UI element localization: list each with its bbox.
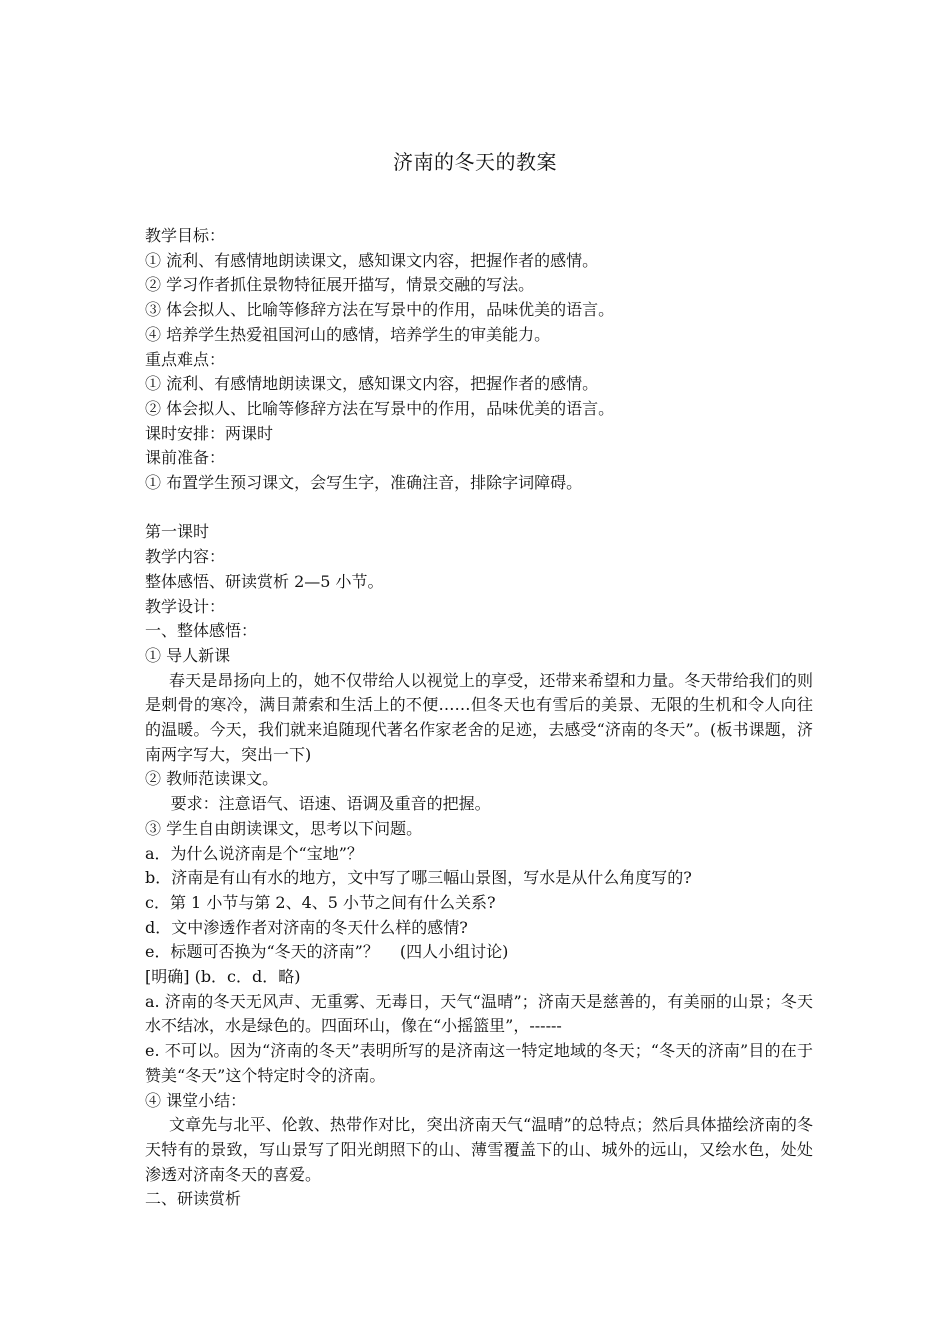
objective-item: ② 学习作者抓住景物特征展开描写，情景交融的写法。 — [145, 275, 535, 295]
heading-first-lesson: 第一课时 — [145, 522, 210, 542]
heading-teaching-content: 教学内容： — [145, 547, 226, 567]
key-point-item: ② 体会拟人、比喻等修辞方法在写景中的作用，品味优美的语言。 — [145, 398, 615, 418]
question-item: b．济南是有山有水的地方，文中写了哪三幅山景图，写水是从什么角度写的? — [145, 868, 692, 888]
reading-requirement: 要求：注意语气、语速、语调及重音的把握。 — [170, 794, 491, 814]
question-item: c．第 1 小节与第 2、4、5 小节之间有什么关系? — [145, 892, 496, 912]
class-hours: 课时安排：两课时 — [145, 423, 274, 443]
summary-paragraph: 文章先与北平、伦敦、热带作对比，突出济南天气“温晴”的总特点；然后具体描绘济南的冬天特有的景致，写山景写了阳光朗照下的山、薄雪覆盖下的山、城外的远山，又绘水色，处处渗透对济南冬天的喜爱。 — [145, 1115, 813, 1184]
section-heading-analysis: 二、研读赏析 — [145, 1189, 242, 1209]
key-point-item: ① 流利、有感情地朗读课文，感知课文内容，把握作者的感情。 — [145, 374, 599, 394]
blank-line — [145, 496, 813, 521]
section-heading-overall: 一、整体感悟： — [145, 621, 258, 641]
heading-objectives: 教学目标： — [145, 226, 226, 245]
answer-a: a. 济南的冬天无风声、无重雾、无毒日，天气“温晴”；济南天是慈善的，有美丽的山景；冬天水不结冰，水是绿色的。四面环山，像在“小摇篮里”，------ — [145, 991, 813, 1036]
preparation-item: ① 布置学生预习课文，会写生字，准确注音，排除字词障碍。 — [145, 473, 583, 493]
heading-key-points: 重点难点： — [145, 349, 226, 369]
objective-item: ④ 培养学生热爱祖国河山的感情，培养学生的审美能力。 — [145, 324, 551, 344]
question-item: a．为什么说济南是个“宝地”？ — [145, 843, 363, 863]
document-body — [145, 224, 813, 1212]
question-item: e．标题可否换为“冬天的济南”？ (四人小组讨论) — [145, 942, 509, 962]
page-title: 济南的冬天的教案 — [393, 150, 557, 174]
question-item: d．文中渗透作者对济南的冬天什么样的感情? — [145, 917, 468, 937]
step-summary: ④ 课堂小结： — [145, 1090, 247, 1110]
step-student-reading: ③ 学生自由朗读课文，思考以下问题。 — [145, 818, 423, 838]
heading-preparation: 课前准备： — [145, 448, 226, 468]
objective-item: ① 流利、有感情地朗读课文，感知课文内容，把握作者的感情。 — [145, 250, 599, 270]
intro-paragraph: 春天是昂扬向上的，她不仅带给人以视觉上的享受，还带来希望和力量。冬天带给我们的则是刺骨的寒冷，满目萧索和生活上的不便……但冬天也有雪后的美景、无限的生机和令人向往的温暖。今天，我们就来追随现代著名作家老舍的足迹，去感受“济南的冬天”。(板书课题，济南两字写大，突出一下) — [145, 670, 813, 764]
answers-heading: [明确] (b．c．d．略) — [145, 967, 301, 987]
objective-item: ③ 体会拟人、比喻等修辞方法在写景中的作用，品味优美的语言。 — [145, 300, 615, 320]
heading-teaching-design: 教学设计： — [145, 596, 226, 616]
answer-e: e. 不可以。因为“济南的冬天”表明所写的是济南这一特定地域的冬天；“冬天的济南”目的在于赞美“冬天”这个特定时令的济南。 — [145, 1041, 813, 1085]
teaching-content-text: 整体感悟、研读赏析 2—5 小节。 — [145, 571, 384, 591]
step-intro: ① 导人新课 — [145, 645, 231, 665]
step-teacher-reading: ② 教师范读课文。 — [145, 769, 279, 789]
